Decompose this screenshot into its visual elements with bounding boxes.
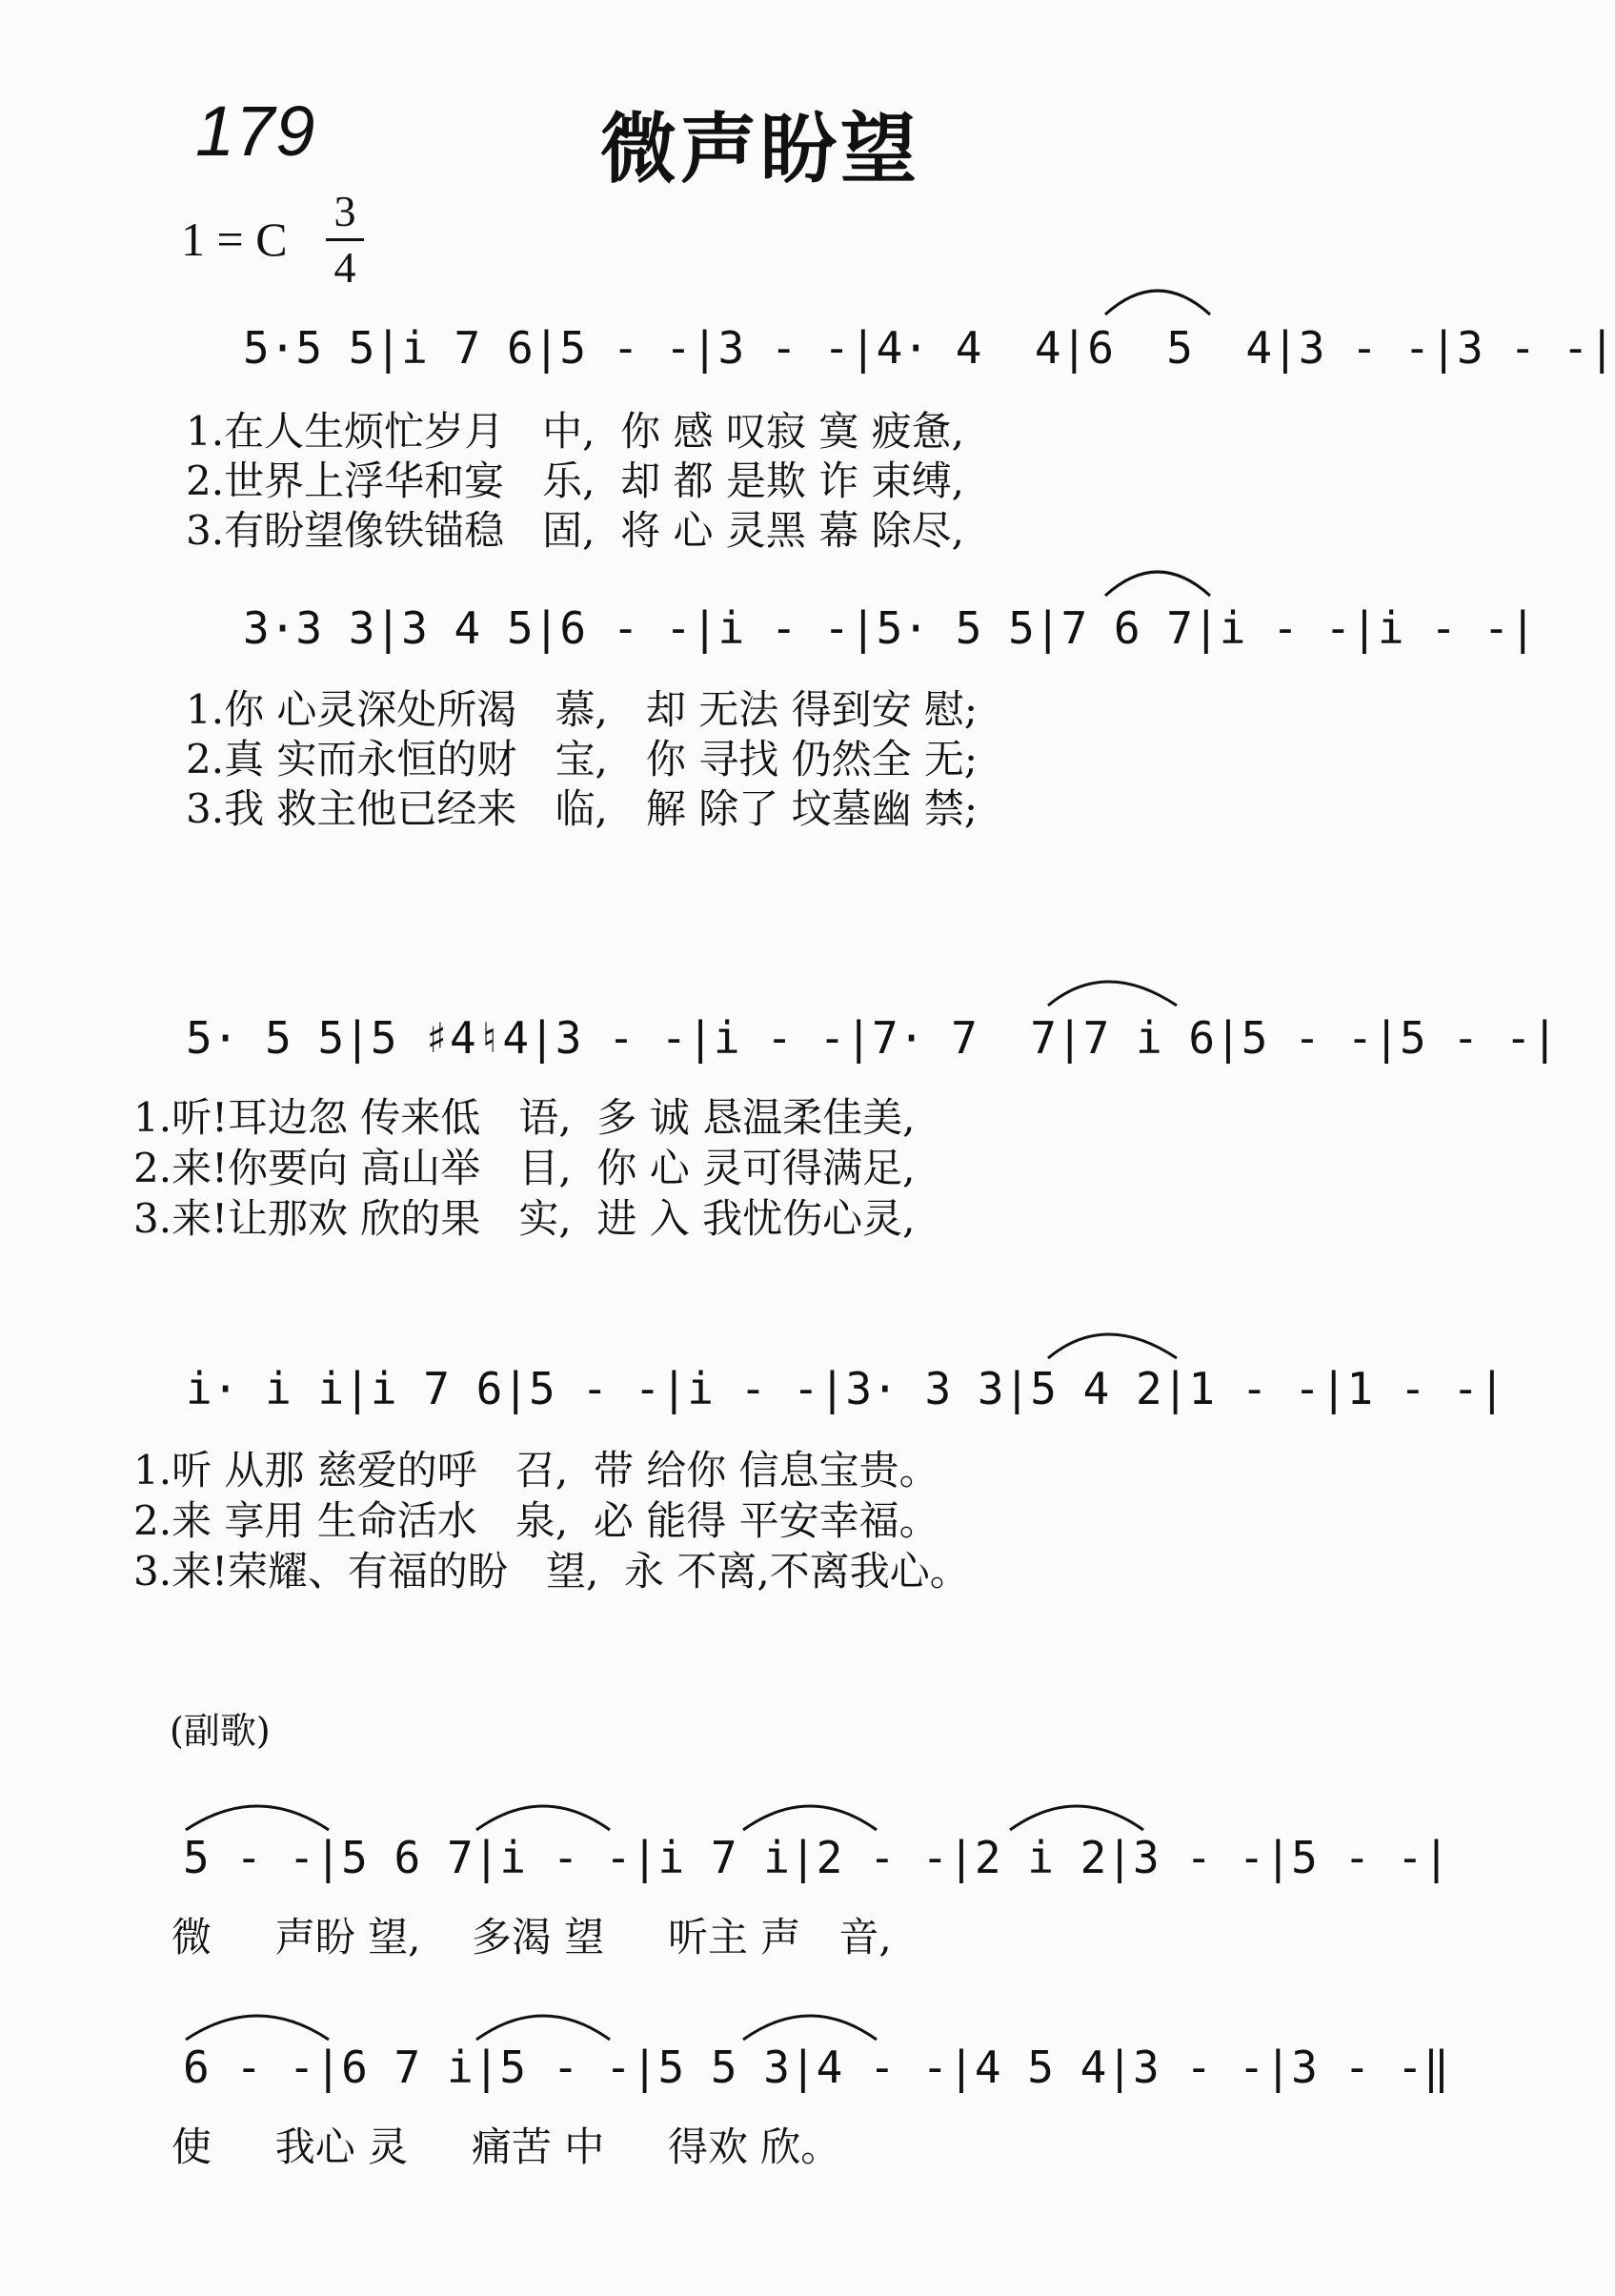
lyric-line-6: 使 我心 灵 痛苦 中 得欢 欣。 xyxy=(172,2123,841,2170)
notation-line-5: 5 - -|5 6 7|i - -|i 7 i|2 - -|2 i 2|3 - -|5 - -| xyxy=(183,1832,1450,1883)
lyric-line-1-verse-3: 3.有盼望像铁锚稳 固, 将 心 灵黑 幕 除尽, xyxy=(186,507,964,554)
notation-line-6: 6 - -|6 7 i|5 - -|5 5 3|4 - -|4 5 4|3 - -|3 - -‖ xyxy=(183,2042,1450,2093)
lyric-line-4-verse-1: 1.听 从那 慈爱的呼 召, 带 给你 信息宝贵。 xyxy=(133,1447,939,1493)
lyric-line-5: 微 声盼 望, 多渴 望 听主 声 音, xyxy=(172,1914,892,1961)
time-signature-bottom: 4 xyxy=(333,243,356,292)
chorus-label: (副歌) xyxy=(170,1710,271,1752)
tie-line-4 xyxy=(1048,1334,1177,1358)
time-signature-top: 3 xyxy=(333,187,356,235)
lyric-line-2-verse-1: 1.你 心灵深处所渴 慕, 却 无法 得到安 慰; xyxy=(186,686,979,733)
hymn-title: 微声盼望 xyxy=(600,104,920,193)
lyric-line-3-verse-3: 3.来!让那欢 欣的果 实, 进 入 我忧伤心灵, xyxy=(133,1195,916,1242)
lyric-line-2-verse-2: 2.真 实而永恒的财 宝, 你 寻找 仍然全 无; xyxy=(186,736,979,782)
tie-line-3 xyxy=(1048,982,1177,1006)
lyric-line-1-verse-1: 1.在人生烦忙岁月 中, 你 感 叹寂 寞 疲惫, xyxy=(186,408,964,455)
slur-chorus-4 xyxy=(1010,1806,1143,1830)
notation-line-1: 5·5 5|i 7 6|5 - -|3 - -|4· 4 4|6 5 4|3 - -|3 - -| xyxy=(243,322,1615,374)
tie-line-2 xyxy=(1105,572,1210,596)
notation-line-2: 3·3 3|3 4 5|6 - -|i - -|5· 5 5|7 6 7|i - -|i - -| xyxy=(243,602,1537,654)
notation-line-4: i· i i|i 7 6|5 - -|i - -|3· 3 3|5 4 2|1 - -|1 - -| xyxy=(186,1363,1505,1414)
slur-chorus-2 xyxy=(476,1806,610,1830)
slur-chorus-5 xyxy=(186,2016,329,2040)
slur-chorus-7 xyxy=(743,2016,877,2040)
lyric-line-4-verse-3: 3.来!荣耀、有福的盼 望, 永 不离,不离我心。 xyxy=(133,1548,970,1595)
lyric-line-3-verse-2: 2.来!你要向 高山举 目, 你 心 灵可得满足, xyxy=(133,1145,916,1191)
lyric-line-4-verse-2: 2.来 享用 生命活水 泉, 必 能得 平安幸福。 xyxy=(133,1497,939,1544)
notation-line-3: 5· 5 5|5 ♯4♮4|3 - -|i - -|7· 7 7|7 i 6|5 - -|5 - -| xyxy=(186,1012,1559,1064)
slur-chorus-3 xyxy=(743,1806,877,1830)
key-signature: 1 = C xyxy=(181,213,288,266)
lyric-line-1-verse-2: 2.世界上浮华和宴 乐, 却 都 是欺 诈 束缚, xyxy=(186,457,964,504)
tie-line-1 xyxy=(1105,291,1210,315)
lyric-line-2-verse-3: 3.我 救主他已经来 临, 解 除了 坟墓幽 禁; xyxy=(186,785,979,832)
hymn-number: 179 xyxy=(195,91,316,171)
lyric-line-3-verse-1: 1.听!耳边忽 传来低 语, 多 诚 恳温柔佳美, xyxy=(133,1094,916,1141)
slur-chorus-6 xyxy=(476,2016,610,2040)
slur-chorus-1 xyxy=(186,1806,329,1830)
